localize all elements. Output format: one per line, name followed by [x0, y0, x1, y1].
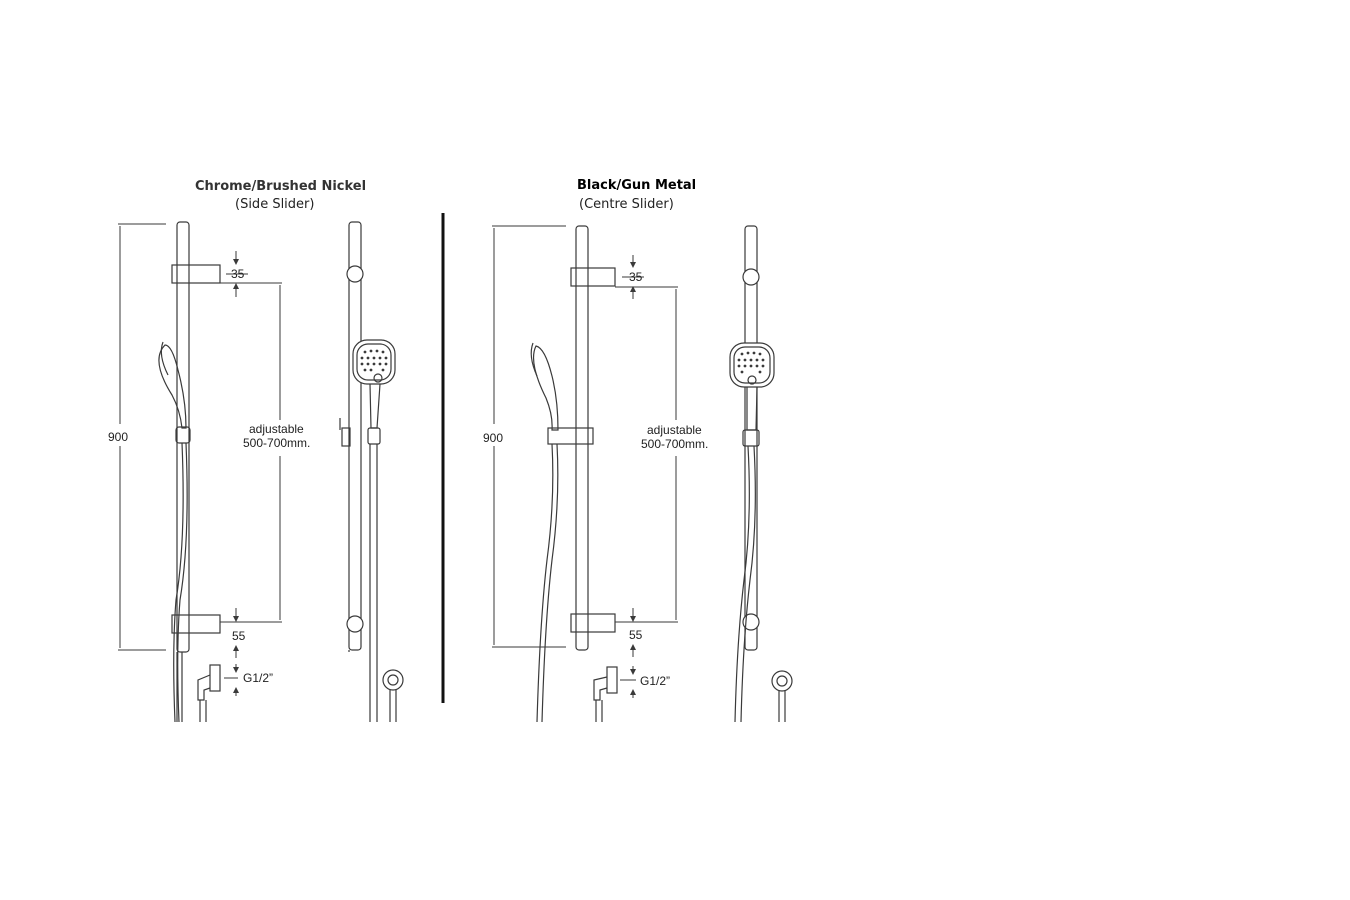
left-dim-900: 900	[108, 430, 129, 444]
left-variant-subtitle: (Side Slider)	[235, 197, 315, 212]
right-side-view	[531, 226, 617, 722]
right-dim-35: 35	[629, 270, 643, 284]
left-top-bracket	[172, 265, 220, 283]
right-adjustable-label: adjustable	[647, 423, 702, 437]
left-adjustable-label: adjustable	[249, 422, 304, 436]
left-front-view	[340, 222, 403, 722]
right-dim-900: 900	[483, 431, 504, 445]
left-thread-label: G1/2”	[243, 671, 274, 685]
left-rail	[177, 222, 189, 652]
right-handset	[534, 346, 558, 430]
right-dimension-lines	[492, 226, 678, 698]
left-dim-35: 35	[231, 267, 245, 281]
left-dimension-lines	[118, 224, 282, 696]
right-handset-head	[730, 343, 774, 387]
right-variant-subtitle: (Centre Slider)	[579, 197, 674, 212]
left-handset	[159, 345, 186, 428]
right-thread-label: G1/2”	[640, 674, 671, 688]
right-front-view	[730, 226, 792, 722]
left-side-view	[159, 222, 220, 722]
left-dim-55: 55	[232, 629, 246, 643]
right-dim-55: 55	[629, 628, 643, 642]
left-adjustable-range: 500-700mm.	[243, 436, 311, 450]
left-variant-title: Chrome/Brushed Nickel	[195, 179, 367, 194]
left-slider	[176, 427, 190, 443]
right-adjustable-range: 500-700mm.	[641, 437, 709, 451]
right-variant-title: Black/Gun Metal	[577, 178, 697, 193]
left-wall-elbow	[210, 665, 220, 691]
